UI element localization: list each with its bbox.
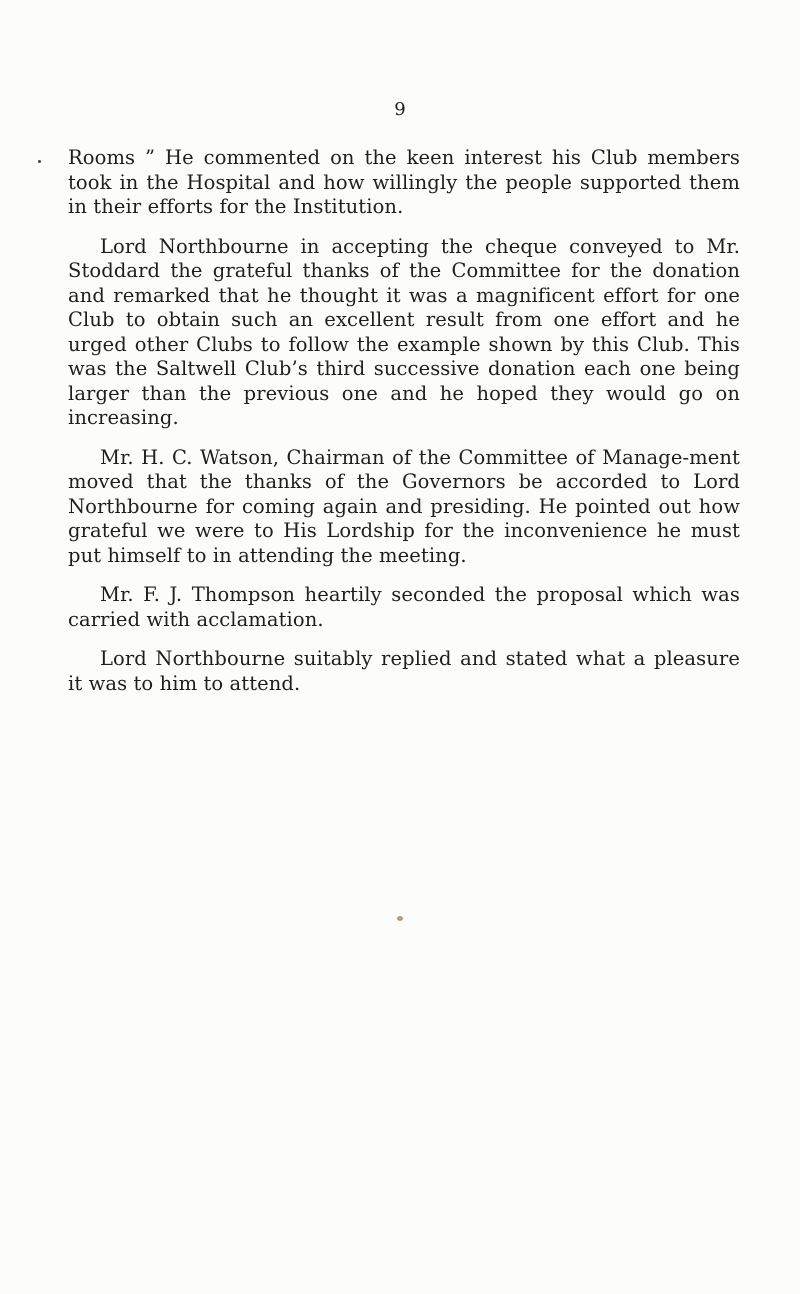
body-text (68, 146, 740, 711)
ink-blot (397, 916, 403, 921)
paragraph-thompson-seconded: Mr. F. J. Thompson heartily seconded the proposal which was carried with acclamation. (68, 583, 740, 631)
paragraph-lord-northbourne-cheque: Lord Northbourne in accepting the cheque conveyed to Mr. Stoddard the grateful thanks of the Committee for the donation and remarked that he thought it was a magnificent effort for one Club to obtain such an excellent result from one effort and he urged other Clubs to follow the example shown by this Club. This was the Saltwell Club’s third successive donation each one being larger than the previous one and he hoped they would go on increasing. (68, 234, 740, 429)
paragraph-watson-motion: Mr. H. C. Watson, Chairman of the Committee of Manage-ment moved that the thanks of the Governors be accorded to Lord Northbourne for coming again and presiding. He pointed out how grateful we were to His Lordship for the inconvenience he must put himself to in attending the meeting. (68, 445, 740, 567)
margin-mark (38, 160, 41, 163)
page-number: 9 (394, 99, 406, 120)
paragraph-rooms: Rooms ” He commented on the keen interest his Club members took in the Hospital and how willingly the people supported them in their efforts for the Institution. (68, 146, 740, 218)
paragraph-lord-northbourne-reply: Lord Northbourne suitably replied and stated what a pleasure it was to him to attend. (68, 647, 740, 695)
